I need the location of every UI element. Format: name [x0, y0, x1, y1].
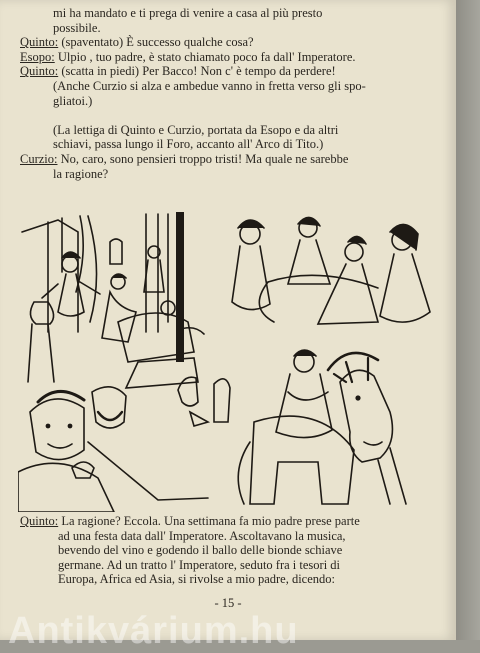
- speaker-name: Quinto:: [20, 514, 59, 528]
- line-text: (La lettiga di Quinto e Curzio, portata da Esopo e da altri: [53, 122, 339, 137]
- dialogue-line: [20, 137, 440, 152]
- dialogue-line: [20, 123, 440, 138]
- banquet-illustration: [18, 212, 438, 512]
- page-edge: [456, 0, 480, 640]
- speaker-name: Quinto:: [20, 35, 59, 50]
- line-text: possibile.: [53, 20, 101, 35]
- watermark-logo: Antikvárium.hu: [8, 610, 299, 652]
- dialogue-line: [20, 6, 440, 21]
- line-text: la ragione?: [53, 166, 109, 181]
- dialogue-line: [20, 514, 440, 529]
- line-text: schiavi, passa lungo il Foro, accanto all' Arco di Tito.): [53, 137, 324, 152]
- line-text: (scatta in piedi) Per Bacco! Non c' è tempo da perdere!: [58, 64, 336, 79]
- line-text: Europa, Africa ed Asia, si rivolse a mio padre, dicendo:: [58, 572, 336, 587]
- dialogue-top: [20, 6, 440, 181]
- dialogue-line: [20, 21, 440, 36]
- line-text: (Anche Curzio si alza e ambedue vanno in fretta verso gli spo-: [53, 78, 366, 93]
- dialogue-line: [20, 529, 440, 544]
- dialogue-line: [20, 152, 440, 167]
- line-text: bevendo del vino e godendo il ballo delle bionde schiave: [58, 543, 343, 558]
- line-text: gliatoi.): [53, 93, 93, 108]
- line-text: mi ha mandato e ti prega di venire a casa al più presto: [53, 6, 323, 20]
- speaker-name: Esopo:: [20, 49, 55, 64]
- dialogue-bottom: [20, 514, 440, 587]
- dialogue-line: [20, 558, 440, 573]
- dialogue-line: [20, 79, 440, 94]
- line-text: (spaventato) È successo qualche cosa?: [58, 35, 254, 50]
- dialogue-line: [20, 50, 440, 65]
- dialogue-line: [20, 35, 440, 50]
- speaker-name: Quinto:: [20, 64, 59, 79]
- dialogue-line: [20, 94, 440, 109]
- speaker-name: Curzio:: [20, 151, 58, 166]
- line-text: ad una festa data dall' Imperatore. Ascoltavano la musica,: [58, 528, 346, 543]
- line-text: germane. Ad un tratto l' Imperatore, seduto fra i tesori di: [58, 557, 341, 572]
- line-text: No, caro, sono pensieri troppo tristi! Ma quale ne sarebbe: [57, 151, 349, 166]
- page-number: - 15 -: [214, 596, 242, 610]
- dialogue-line: [20, 572, 440, 587]
- line-text: Ulpio , tuo padre, è stato chiamato poco fa dall' Imperatore.: [54, 49, 356, 64]
- dialogue-line: [20, 64, 440, 79]
- line-text: La ragione? Eccola. Una settimana fa mio padre prese parte: [58, 514, 360, 528]
- dialogue-line: [20, 108, 440, 123]
- dialogue-line: [20, 167, 440, 182]
- dialogue-line: [20, 543, 440, 558]
